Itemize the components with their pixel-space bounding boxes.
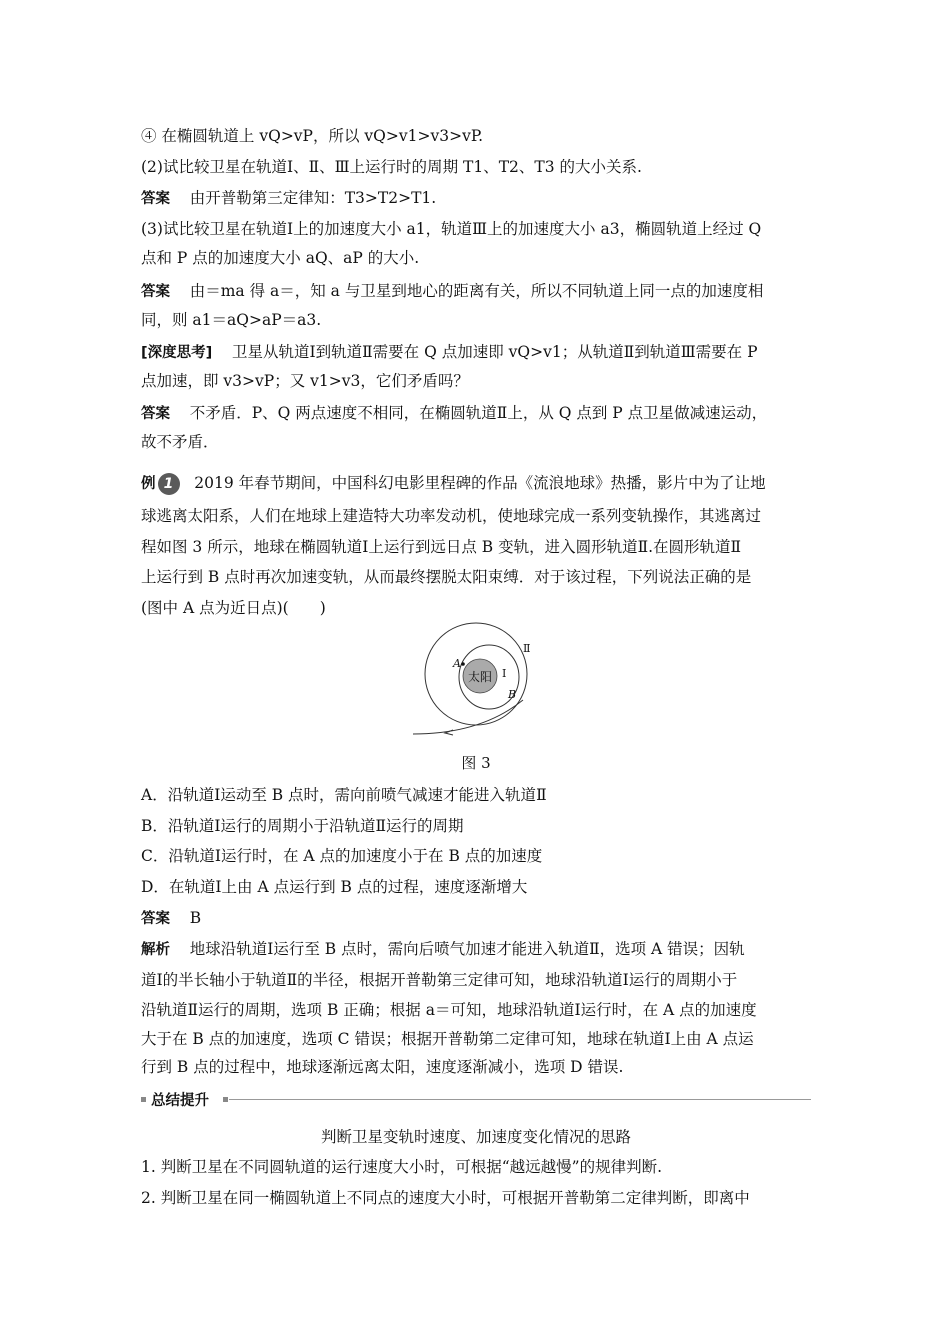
answer-3-cont: 同，则 a1＝aQ>aP＝a3.: [141, 311, 322, 329]
analysis-line: 行到 B 点的过程中，地球逐渐远离太阳，速度逐渐减小，选项 D 错误.: [141, 1058, 624, 1076]
answer-deep-cont: 故不矛盾．: [141, 433, 219, 451]
deep-thinking-cont: 点加速，即 v3>vP；又 v1>v3，它们矛盾吗？: [141, 372, 469, 390]
summary-label: 总结提升: [151, 1093, 209, 1109]
answer-3: [141, 280, 763, 303]
answer-label: 答案: [141, 406, 170, 422]
summary-item: 2. 判断卫星在同一椭圆轨道上不同点的速度大小时，可根据开普勒第二定律判断，即离中: [141, 1189, 750, 1207]
answer-value: B: [189, 909, 202, 927]
answer-label: 答案: [141, 284, 170, 300]
answer-text: 由开普勒第三定律知：T3>T2>T1.: [189, 189, 437, 207]
answer-label: 答案: [141, 911, 170, 927]
sun-label: 太阳: [467, 670, 493, 684]
example-text: (图中 A 点为近日点)( ): [141, 599, 326, 617]
example-heading: [141, 472, 766, 495]
example-answer: [141, 907, 201, 930]
analysis-line: 大于在 B 点的加速度，选项 C 错误；根据开普勒第二定律可知，地球在轨道Ⅰ上由 A 点运: [141, 1030, 754, 1048]
answer-2: [141, 187, 436, 210]
point-a-dot: [461, 662, 465, 666]
example-text: 球逃离太阳系，人们在地球上建造特大功率发动机，使地球完成一系列变轨操作，其逃离过: [141, 507, 762, 525]
option-d: D．在轨道Ⅰ上由 A 点运行到 B 点的过程，速度逐渐增大: [141, 878, 528, 896]
orbit-i-label: Ⅰ: [502, 667, 507, 680]
summary-item: 1. 判断卫星在不同圆轨道的运行速度大小时，可根据“越远越慢”的规律判断.: [141, 1158, 662, 1176]
question-3-cont: 点和 P 点的加速度大小 aQ、aP 的大小.: [141, 249, 420, 267]
arrow-icon: [445, 730, 453, 735]
example-number-badge: 1: [158, 473, 180, 495]
text-line: ④ 在椭圆轨道上 vQ>vP，所以 vQ>v1>v3>vP.: [141, 127, 484, 145]
escape-path: [413, 700, 523, 734]
example-text: 程如图 3 所示，地球在椭圆轨道Ⅰ上运行到远日点 B 变轨，进入圆形轨道Ⅱ.在圆形轨道Ⅱ: [141, 538, 742, 556]
answer-text: 由＝ma 得 a＝，知 a 与卫星到地心的距离有关，所以不同轨道上同一点的加速度相: [189, 282, 764, 300]
analysis-line: 道Ⅰ的半长轴小于轨道Ⅱ的半径，根据开普勒第三定律可知，地球沿轨道Ⅰ运行的周期小于: [141, 971, 738, 989]
deep-thinking-text: 卫星从轨道Ⅰ到轨道Ⅱ需要在 Q 点加速即 vQ>v1；从轨道Ⅱ到轨道Ⅲ需要在 P: [231, 343, 758, 361]
square-icon: [223, 1097, 228, 1102]
option-a: A．沿轨道Ⅰ运动至 B 点时，需向前喷气减速才能进入轨道Ⅱ: [141, 786, 547, 804]
analysis-text: 地球沿轨道Ⅰ运行至 B 点时，需向后喷气加速才能进入轨道Ⅱ，选项 A 错误；因轨: [189, 940, 745, 958]
question-3: (3)试比较卫星在轨道Ⅰ上的加速度大小 a1，轨道Ⅲ上的加速度大小 a3，椭圆轨道上经过 Q: [141, 220, 762, 238]
example-text: 2019 年春节期间，中国科幻电影里程碑的作品《流浪地球》热播，影片中为了让地: [194, 474, 766, 492]
point-b-label: B: [508, 688, 517, 701]
figure-caption: 图 3: [461, 754, 491, 772]
orbit-diagram: [411, 622, 551, 742]
question-2: (2)试比较卫星在轨道Ⅰ、Ⅱ、Ⅲ上运行时的周期 T1、T2、T3 的大小关系.: [141, 158, 642, 176]
answer-label: 答案: [141, 191, 170, 207]
example-label: 例: [141, 476, 156, 492]
analysis-line: 沿轨道Ⅱ运行的周期，选项 B 正确；根据 a＝可知，地球沿轨道Ⅰ运行时，在 A 点的加速度: [141, 1001, 757, 1019]
option-c: C．沿轨道Ⅰ运行时，在 A 点的加速度小于在 B 点的加速度: [141, 847, 543, 865]
divider: [229, 1099, 811, 1100]
deep-thinking-label: [深度思考]: [141, 345, 213, 361]
orbit-ii-label: Ⅱ: [523, 642, 531, 655]
answer-text: 不矛盾．P、Q 两点速度不相同，在椭圆轨道Ⅱ上，从 Q 点到 P 点卫星做减速运动，: [189, 404, 768, 422]
orbit-figure: [411, 622, 551, 746]
summary-header: [141, 1090, 811, 1108]
square-icon: [141, 1097, 146, 1102]
analysis-line: [141, 938, 745, 961]
example-text: 上运行到 B 点时再次加速变轨，从而最终摆脱太阳束缚．对于该过程，下列说法正确的是: [141, 568, 752, 586]
deep-thinking: [141, 341, 758, 364]
analysis-label: 解析: [141, 942, 170, 958]
answer-deep: [141, 402, 767, 425]
point-a-label: A: [453, 657, 461, 670]
option-b: B．沿轨道Ⅰ运行的周期小于沿轨道Ⅱ运行的周期: [141, 817, 464, 835]
summary-title: 判断卫星变轨时速度、加速度变化情况的思路: [320, 1128, 631, 1146]
